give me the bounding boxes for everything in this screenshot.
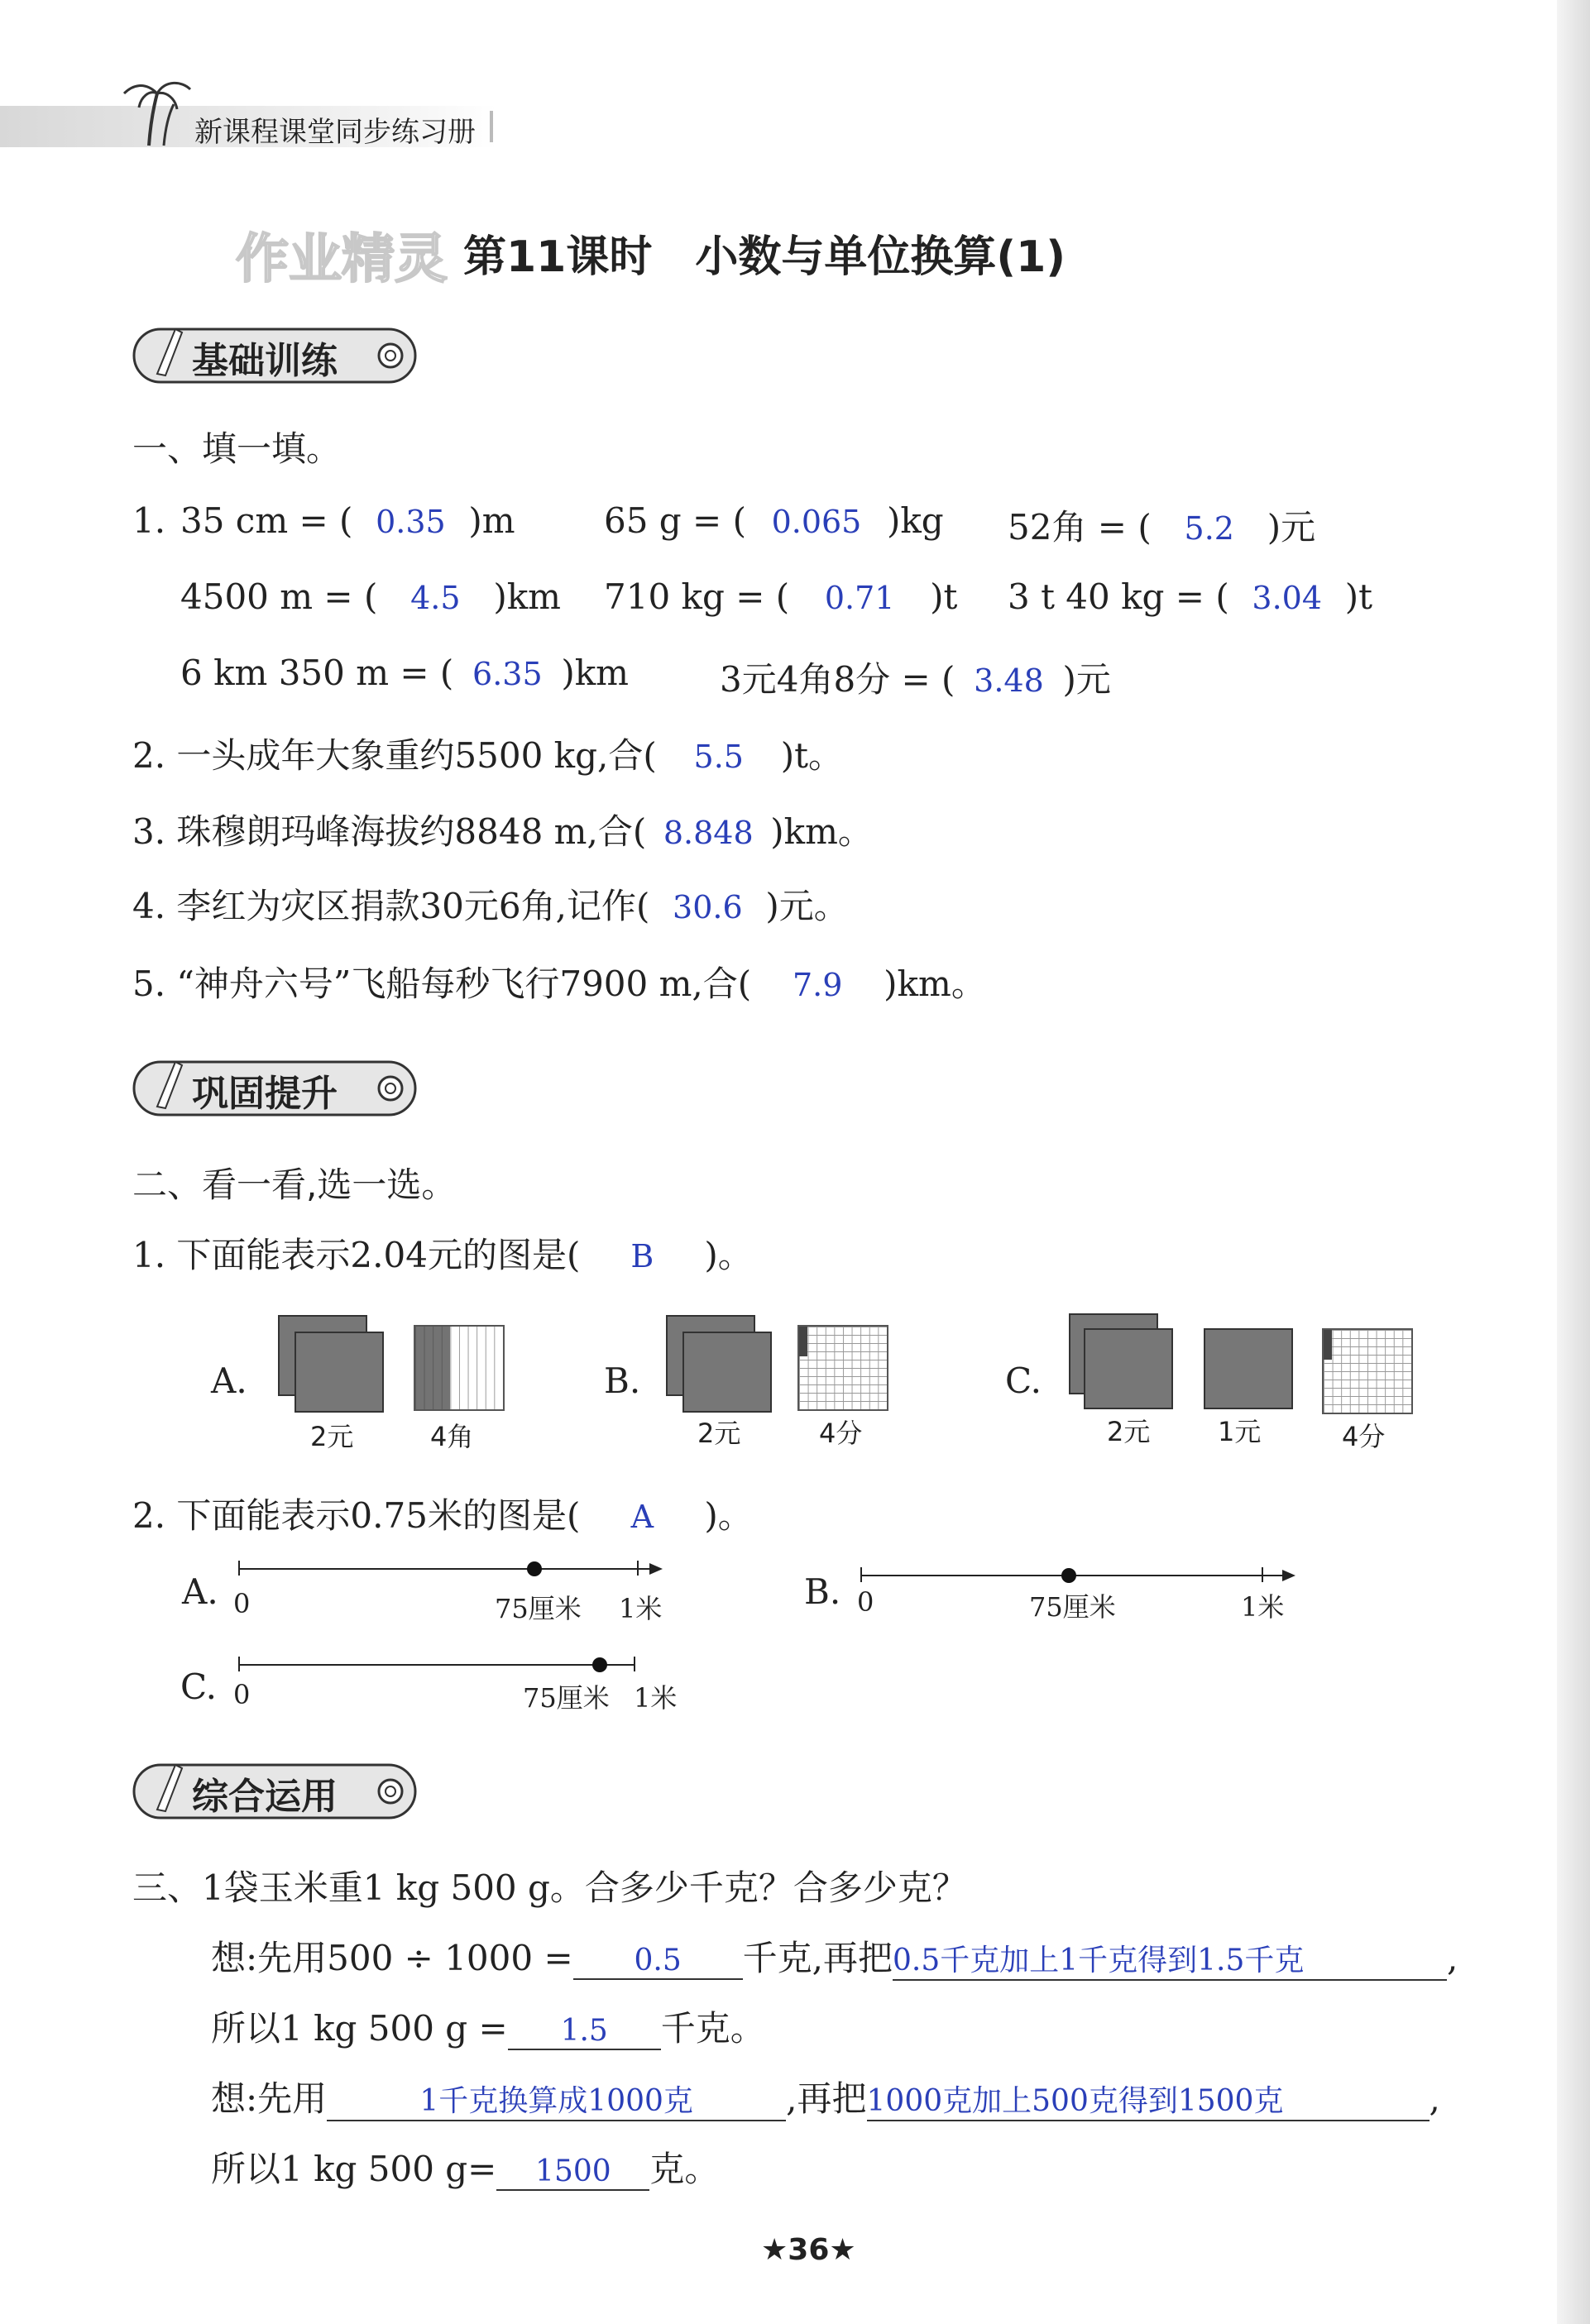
- money-c-grid: [1322, 1328, 1413, 1414]
- money-c-one-yuan-square: [1204, 1328, 1293, 1409]
- part3-line2: 所以1 kg 500 g = 1.5 千克。: [211, 2008, 765, 2049]
- q2: 2. 一头成年大象重约5500 kg,合( 5.5 )t。: [132, 735, 843, 776]
- money-b-grid: [797, 1325, 888, 1411]
- part3-line3: 想:先用 1千克换算成1000克 ,再把1000克加上500克得到1500克 ,: [211, 2072, 1440, 2121]
- money-option-c-label: C.: [1005, 1360, 1042, 1401]
- part3-line1: 想:先用500 ÷ 1000 = 0.5 千克,再把0.5千克加上1千克得到1.5千克 ,: [211, 1931, 1458, 1981]
- part3-heading: 三、1袋玉米重1 kg 500 g。合多少千克？合多少克？: [132, 1867, 967, 1908]
- header-divider: [490, 111, 493, 142]
- money-c-shaded-cells: [1324, 1330, 1332, 1360]
- section-title-basic: 基础训练: [192, 340, 338, 382]
- line-a-tick-end: [637, 1561, 639, 1576]
- line-option-b-label: B.: [804, 1571, 841, 1612]
- money-b-caption-1: 2元: [697, 1418, 741, 1449]
- money-b-yuan-square-front: [682, 1332, 772, 1413]
- watermark: 作业精灵: [236, 229, 448, 290]
- line-c-tick-end: [634, 1657, 635, 1671]
- line-a-end: 1米: [619, 1593, 663, 1624]
- money-option-b-label: B.: [604, 1360, 641, 1401]
- line-a-arrow: [649, 1563, 663, 1575]
- line-b-end: 1米: [1241, 1591, 1285, 1623]
- q1-item2: 65 g = ( 0.065 )kg: [604, 500, 944, 541]
- line-c-axis: [238, 1664, 635, 1666]
- money-option-a-label: A.: [211, 1360, 247, 1401]
- line-c-tick-start: [238, 1657, 240, 1671]
- palm-tree-icon: [116, 73, 199, 147]
- money-c-caption-2: 1元: [1218, 1416, 1262, 1447]
- line-c-dot: [592, 1657, 607, 1672]
- line-b-dot: [1061, 1568, 1076, 1583]
- q1-item5: 710 kg = ( 0.71 )t: [604, 576, 958, 617]
- line-b-tick-start: [860, 1567, 862, 1582]
- line-c-zero: 0: [233, 1679, 251, 1710]
- part3-line4: 所以1 kg 500 g= 1500 克。: [211, 2149, 720, 2189]
- part2-q2: 2. 下面能表示0.75米的图是( A )。: [132, 1495, 753, 1536]
- money-c-yuan-square-front: [1084, 1328, 1173, 1409]
- line-b-mid: 75厘米: [1029, 1591, 1116, 1623]
- q1-item8: 3元4角8分 = ( 3.48 )元: [720, 659, 1111, 700]
- q3: 3. 珠穆朗玛峰海拔约8848 m,合( 8.848 )km。: [132, 811, 873, 852]
- star-icon: ★: [761, 2233, 788, 2267]
- q5: 5. “神舟六号”飞船每秒飞行7900 m,合( 7.9 )km。: [132, 964, 986, 1004]
- line-a-mid: 75厘米: [495, 1593, 582, 1624]
- q1-item3: 52角 = ( 5.2 )元: [1008, 507, 1316, 548]
- line-a-dot: [527, 1561, 542, 1576]
- money-b-caption-2: 4分: [819, 1418, 863, 1449]
- line-a-zero: 0: [233, 1588, 251, 1619]
- q1-number: 1.: [132, 500, 166, 541]
- money-c-caption-3: 4分: [1342, 1421, 1386, 1452]
- page-title: 第11课时 小数与单位换算(1): [463, 232, 1066, 282]
- page-edge-shadow: [1557, 0, 1590, 2324]
- line-c-end: 1米: [634, 1682, 678, 1714]
- section-title-consolidate: 巩固提升: [192, 1073, 338, 1115]
- money-a-yuan-square-front: [295, 1332, 384, 1413]
- part2-heading: 二、看一看,选一选。: [132, 1164, 457, 1205]
- line-c-mid: 75厘米: [523, 1682, 610, 1714]
- line-b-zero: 0: [857, 1586, 874, 1618]
- q1-item6: 3 t 40 kg = ( 3.04 )t: [1008, 576, 1372, 617]
- line-option-c-label: C.: [180, 1666, 217, 1707]
- line-option-a-label: A.: [182, 1571, 218, 1612]
- q1-item4: 4500 m = ( 4.5 )km: [180, 576, 562, 617]
- q4: 4. 李红为灾区捐款30元6角,记作( 30.6 )元。: [132, 886, 849, 926]
- money-a-shaded-strips: [415, 1327, 450, 1409]
- line-a-tick-start: [238, 1561, 240, 1576]
- money-a-caption-1: 2元: [310, 1421, 354, 1452]
- q1-item7: 6 km 350 m = ( 6.35 )km: [180, 653, 629, 693]
- part2-q1: 1. 下面能表示2.04元的图是( B )。: [132, 1235, 753, 1275]
- page-number: ★36★: [761, 2233, 856, 2267]
- star-icon: ★: [829, 2233, 856, 2267]
- line-b-tick-end: [1262, 1567, 1263, 1582]
- line-b-arrow: [1282, 1570, 1295, 1581]
- line-a-axis: [238, 1568, 652, 1570]
- section-title-apply: 综合运用: [192, 1776, 338, 1818]
- money-b-shaded-cells: [799, 1327, 807, 1356]
- book-title: 新课程课堂同步练习册: [194, 116, 476, 149]
- money-c-caption-1: 2元: [1107, 1416, 1151, 1447]
- part1-heading: 一、填一填。: [132, 428, 342, 469]
- q1-item1: 35 cm = ( 0.35 )m: [180, 500, 515, 541]
- money-a-caption-2: 4角: [430, 1421, 474, 1452]
